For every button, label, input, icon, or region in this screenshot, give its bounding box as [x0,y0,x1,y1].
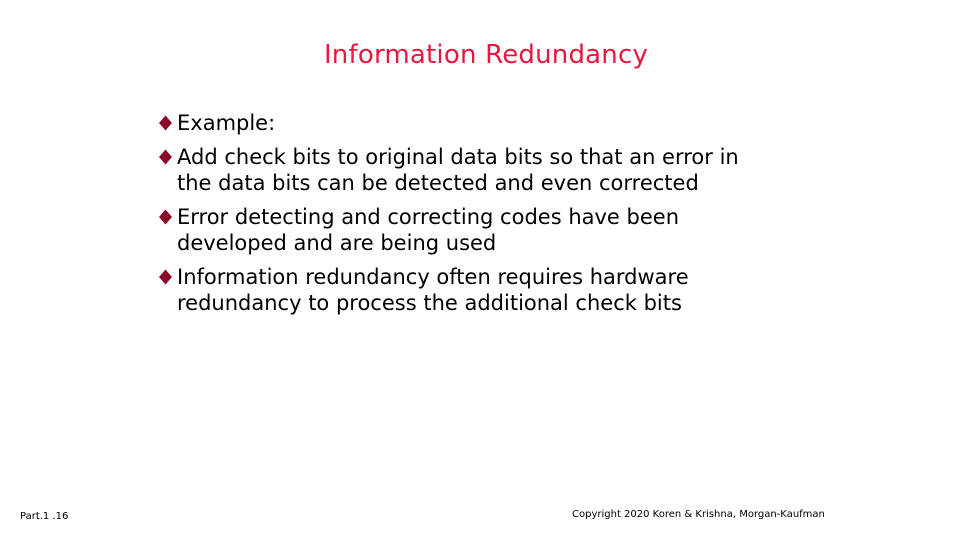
slide-number: Part.1 .16 [20,511,69,522]
bullet-text: Add check bits to original data bits so that an error in the data bits can be detected and even corrected [177,145,739,195]
diamond-bullet-icon [158,149,173,165]
bullet-item [158,204,778,256]
bullet-text: Information redundancy often requires hardware redundancy to process the additional check bits [177,265,689,315]
diamond-bullet-icon [158,269,173,285]
bullet-list [158,110,778,324]
bullet-item [158,144,778,196]
slide-title: Information Redundancy [323,40,649,70]
bullet-text: Error detecting and correcting codes have been developed and are being used [177,205,680,255]
bullet-item [158,264,778,316]
bullet-item [158,110,778,136]
bullet-text: Example: [177,111,276,135]
copyright-text: Copyright 2020 Koren & Krishna, Morgan-Kaufman [572,509,825,520]
diamond-bullet-icon [158,209,173,225]
diamond-bullet-icon [158,115,173,131]
